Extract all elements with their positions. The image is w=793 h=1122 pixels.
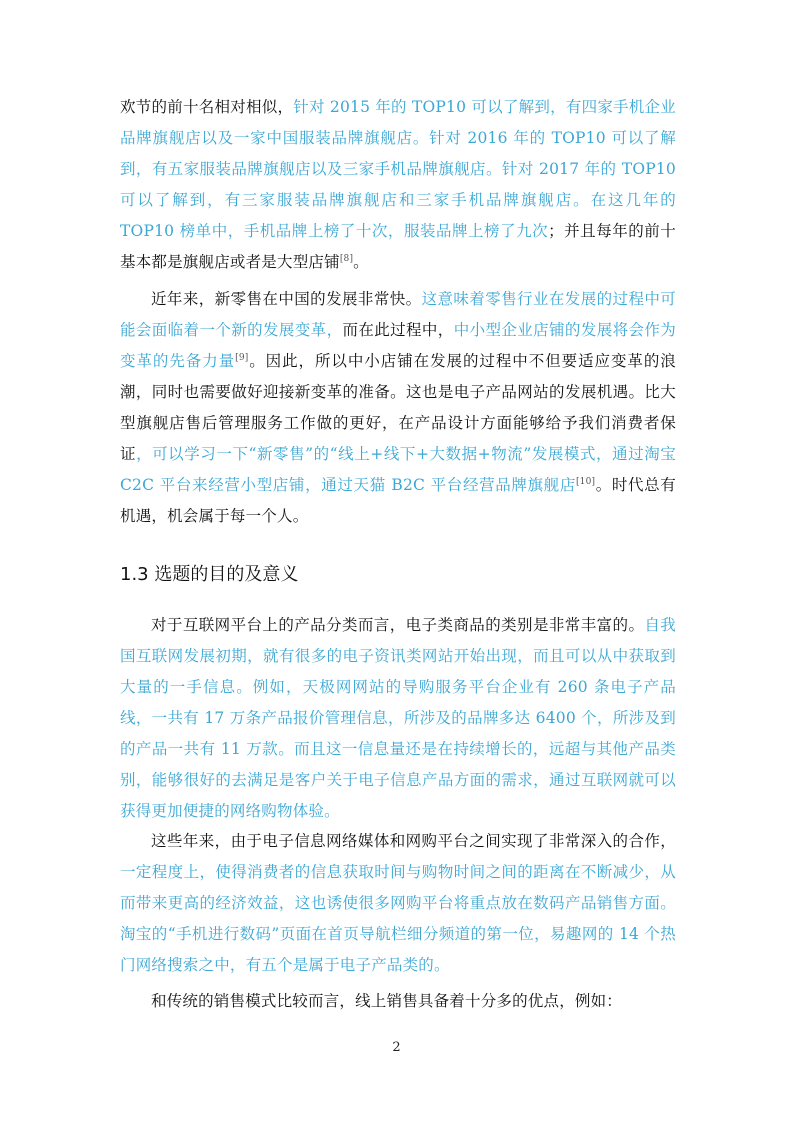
text-run: 这些年来，由于电子信息网络媒体和网购平台之间实现了非常深入的合作， [151, 832, 676, 850]
highlighted-text-run: 针对 2015 年的 TOP10 可以了解到，有四家手机企业品牌旗舰店以及一家中国服装品牌旗舰店。针对 2016 年的 TOP10 可以了解到，有五家服装品牌旗舰店以及三家手机品牌旗舰店。针对 2017 年的 TOP10 可以了解到，有三家服装品牌旗舰店和三家手机品牌旗舰店。在这几年的 TOP10 榜单中，手机品牌上榜了十次，服装品牌上榜了九次 [120, 98, 676, 240]
highlighted-text-run: 中小型企业店铺的发展将会作为变革的先备力量 [120, 321, 676, 370]
paragraph-new-retail [120, 284, 676, 532]
section-heading: 1.3 选题的目的及意义 [120, 564, 299, 585]
paragraph-electronics-category [120, 610, 676, 827]
text-run: 对于互联网平台上的产品分类而言，电子类商品的类别是非常丰富的。 [151, 616, 645, 634]
text-run: 和传统的销售模式比较而言，线上销售具备着十分多的优点，例如： [151, 992, 623, 1010]
text-run: 欢节的前十名相对相似， [120, 98, 294, 116]
paragraph-top-ten-stores [120, 92, 676, 278]
highlighted-text-run: 一定程度上，使得消费者的信息获取时间与购物时间之间的距离在不断减少，从而带来更高的经济效益，这也诱使很多网购平台将重点放在数码产品销售方面。淘宝的“手机进行数码”页面在首页导航栏细分频道的第一位，易趣网的 14 个热门网络搜索之中，有五个是属于电子产品类的。 [120, 863, 676, 974]
citation-ref: [10] [575, 476, 596, 487]
text-run: 而在此过程中， [342, 321, 454, 339]
text-run: ；并且每年的前十基本都是旗舰店或者是大型店铺 [120, 222, 676, 271]
citation-ref: [8] [339, 253, 354, 264]
citation-ref: [9] [235, 352, 249, 363]
page-number: 2 [392, 1040, 401, 1055]
text-run: 。因此，所以中小店铺在发展的过程中不但要适应变革的浪潮，同时也需要做好迎接新变革的准备。这也是电子产品网站的发展机遇。比大型旗舰店售后管理服务工作做的更好，在产品设计方面能够给予我们消费者保证 [120, 352, 676, 463]
highlighted-text-run: 自我国互联网发展初期，就有很多的电子资讯类网站开始出现，而且可以从中获取到大量的一手信息。例如，天极网网站的导购服务平台企业有 260 条电子产品线，一共有 17 万条产品报价管理信息，所涉及的品牌多达 6400 个，所涉及到的产品一共有 11 万款。而且这一信息量还是在持续增长的，远超与其他产品类别，能够很好的去满足是客户关于电子信息产品方面的需求，通过互联网就可以获得更加便捷的网络购物体验。 [120, 616, 677, 820]
highlighted-text-run: 这意味着零售行业在发展的过程中可能会面临着一个新的发展变革， [120, 290, 676, 339]
text-run: 。 [353, 253, 369, 271]
paragraph-online-advantages [120, 986, 676, 1017]
text-run: 。时代总有机遇，机会属于每一个人。 [120, 476, 676, 525]
text-run: 近年来，新零售在中国的发展非常快。 [151, 290, 422, 308]
highlighted-text-run: ，可以学习一下“新零售”的“线上+线下+大数据+物流”发展模式，通过淘宝 C2C 平台来经营小型店铺，通过天猫 B2C 平台经营品牌旗舰店 [120, 445, 676, 494]
paragraph-media-cooperation [120, 826, 676, 981]
